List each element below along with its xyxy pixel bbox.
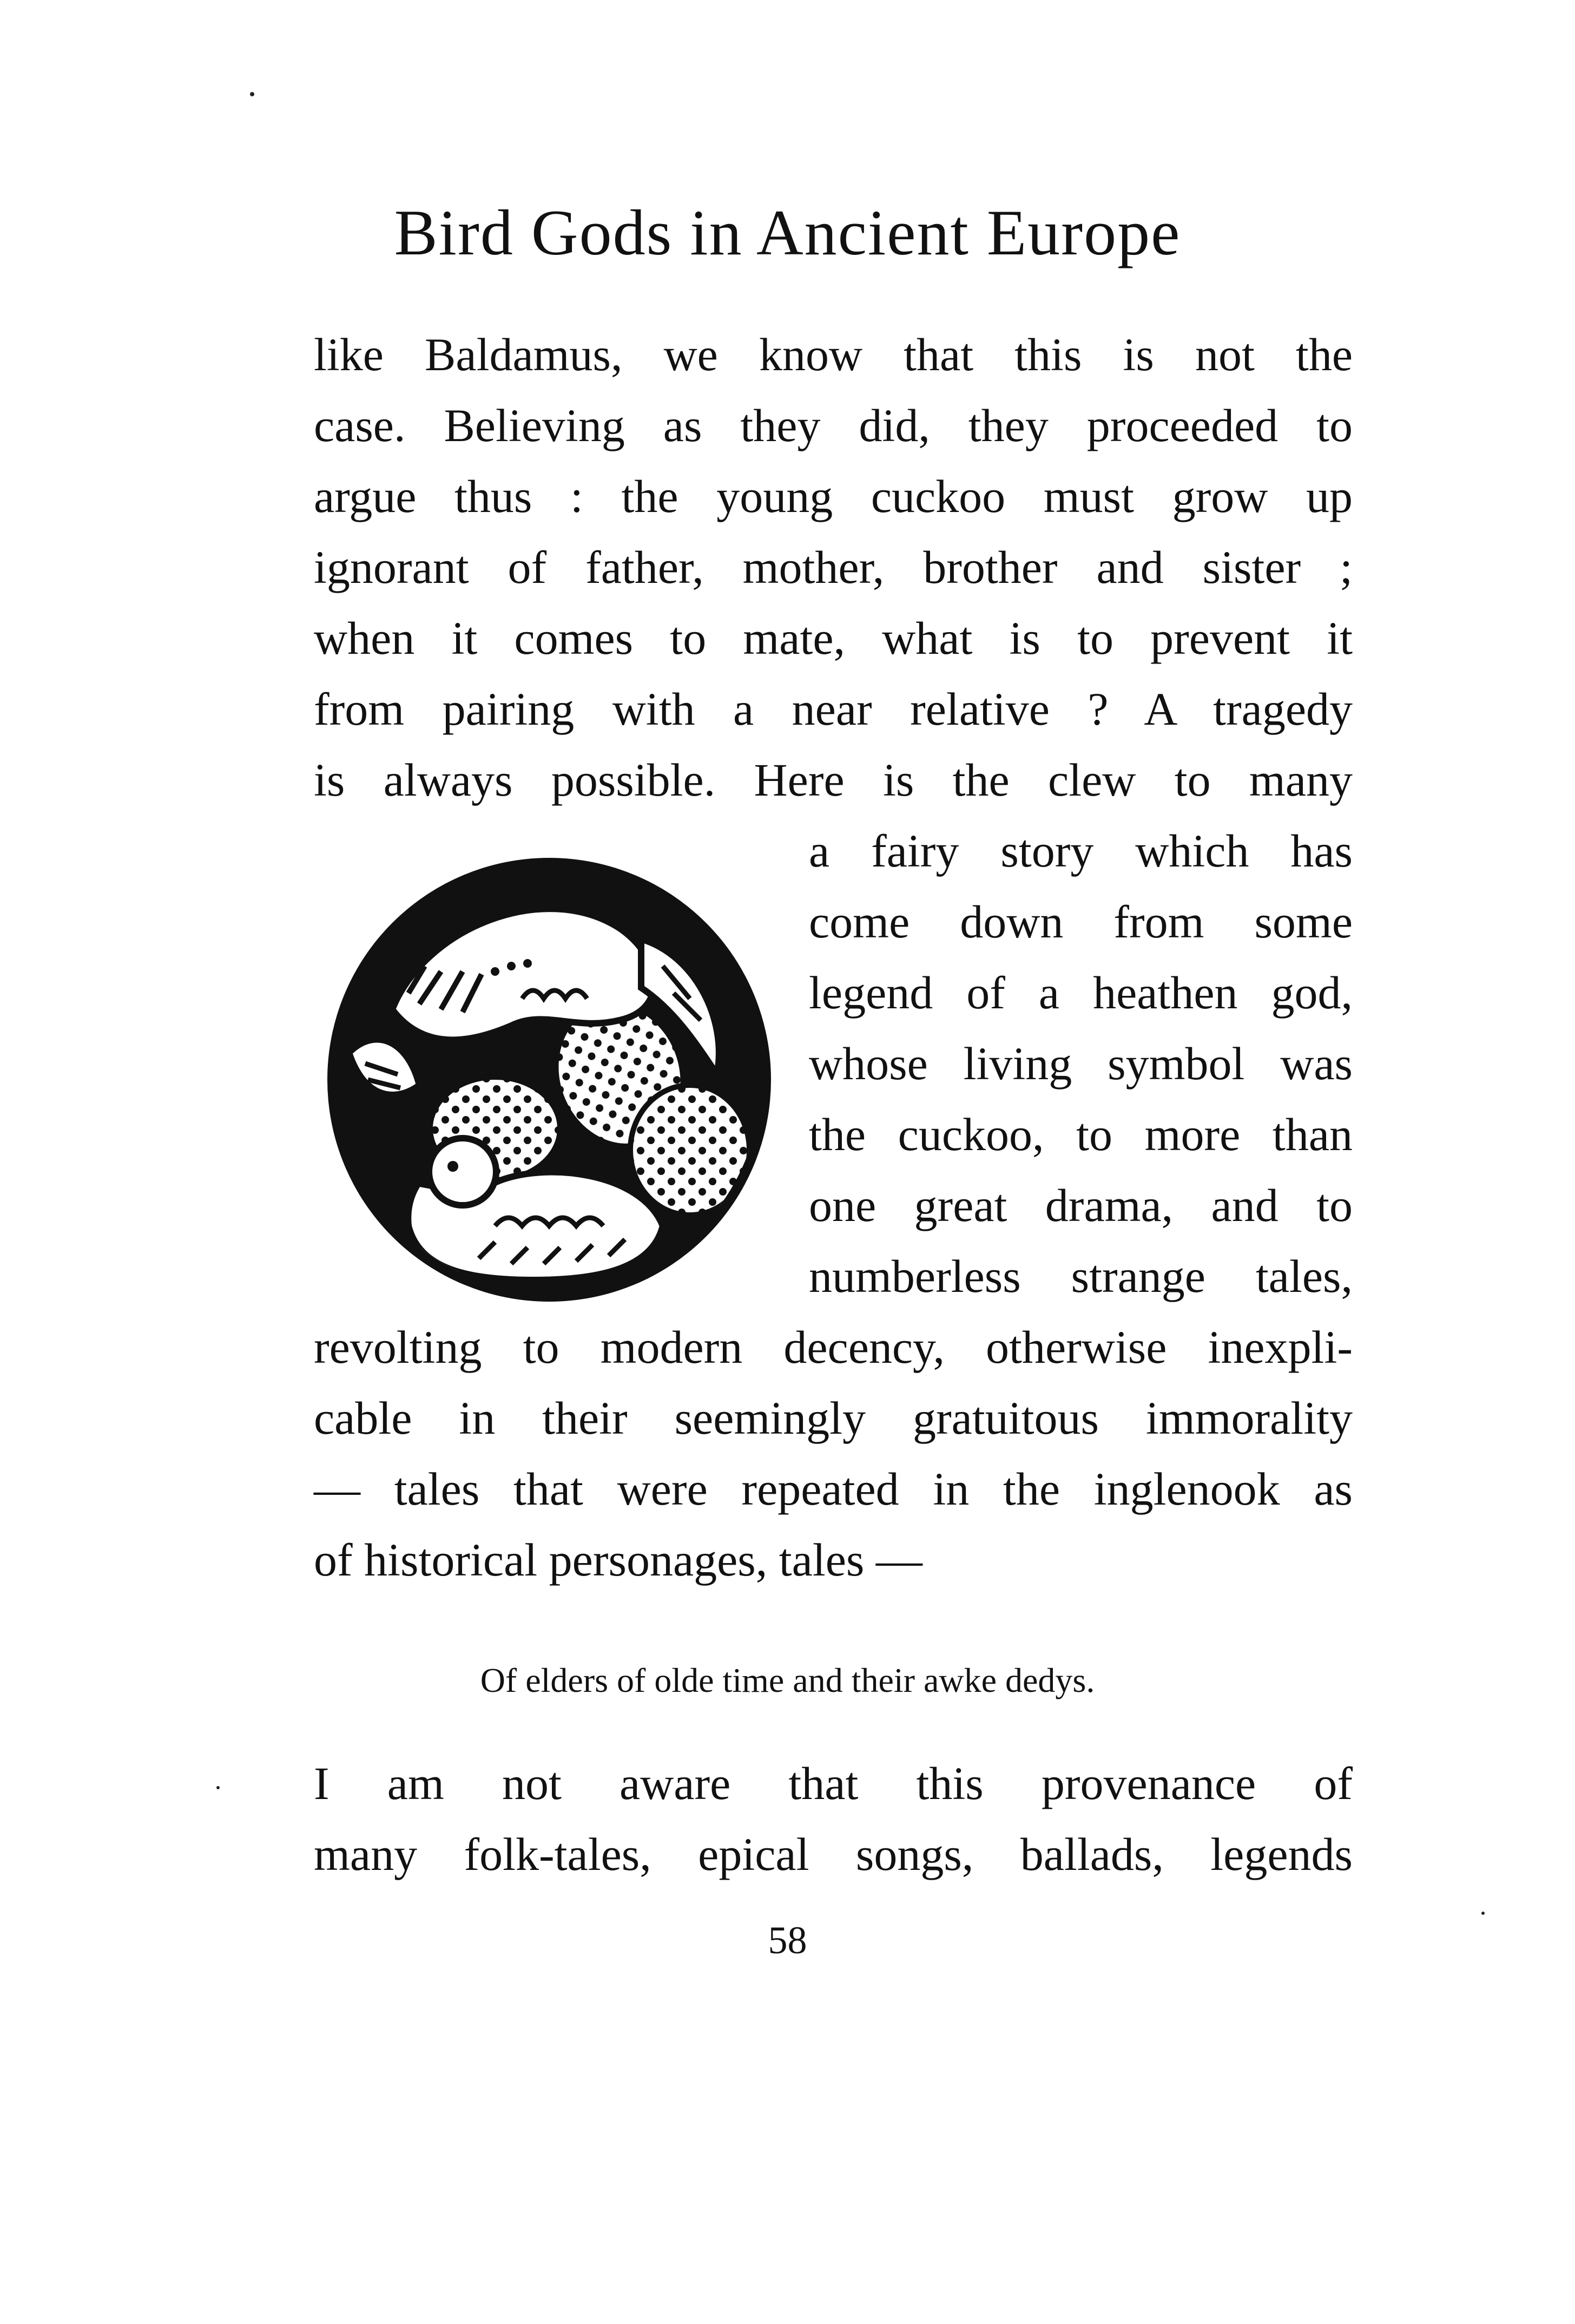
text-line: I am not aware that this provenance of bbox=[314, 1757, 1353, 1809]
text-line: argue thus : the young cuckoo must grow up bbox=[314, 470, 1353, 522]
text-line: — tales that were repeated in the inglenook as bbox=[314, 1463, 1353, 1515]
text-line: many folk-tales, epical songs, ballads, legends bbox=[314, 1828, 1353, 1880]
paragraph-beside-figure bbox=[809, 816, 1353, 1312]
text-line: like Baldamus, we know that this is not the bbox=[314, 329, 1353, 380]
paragraph-after-figure bbox=[314, 1312, 1353, 1596]
text-line: come down from some bbox=[809, 896, 1353, 948]
text-line: is always possible. Here is the clew to many bbox=[314, 754, 1353, 806]
text-line: cable in their seemingly gratuitous immorality bbox=[314, 1392, 1353, 1444]
text-line: the cuckoo, to more than bbox=[809, 1108, 1353, 1160]
text-line: legend of a heathen god, bbox=[809, 967, 1353, 1019]
paragraph-top bbox=[314, 319, 1353, 816]
text-line: case. Believing as they did, they proceeded to bbox=[314, 399, 1353, 451]
text-line: a fairy story which has bbox=[809, 825, 1353, 877]
cuckoo-nest-roundel-icon bbox=[317, 847, 782, 1312]
text-line: one great drama, and to bbox=[809, 1179, 1353, 1231]
ink-speck bbox=[1481, 1912, 1485, 1915]
page-number: 58 bbox=[768, 1919, 807, 1962]
running-head: Bird Gods in Ancient Europe bbox=[394, 196, 1181, 268]
text-line: of historical personages, tales — bbox=[314, 1534, 922, 1586]
ink-speck bbox=[216, 1786, 220, 1789]
text-line: numberless strange tales, bbox=[809, 1250, 1353, 1302]
text-line: whose living symbol was bbox=[809, 1038, 1353, 1089]
paragraph-bottom bbox=[314, 1748, 1353, 1890]
quotation: Of elders of olde time and their awke dedys. bbox=[480, 1661, 1095, 1699]
text-line: when it comes to mate, what is to prevent it bbox=[314, 612, 1353, 664]
text-line: revolting to modern decency, otherwise inexpli- bbox=[314, 1321, 1353, 1373]
text-line: from pairing with a near relative ? A tragedy bbox=[314, 683, 1353, 735]
ink-speck bbox=[250, 92, 254, 96]
text-line: ignorant of father, mother, brother and sister ; bbox=[314, 541, 1353, 593]
